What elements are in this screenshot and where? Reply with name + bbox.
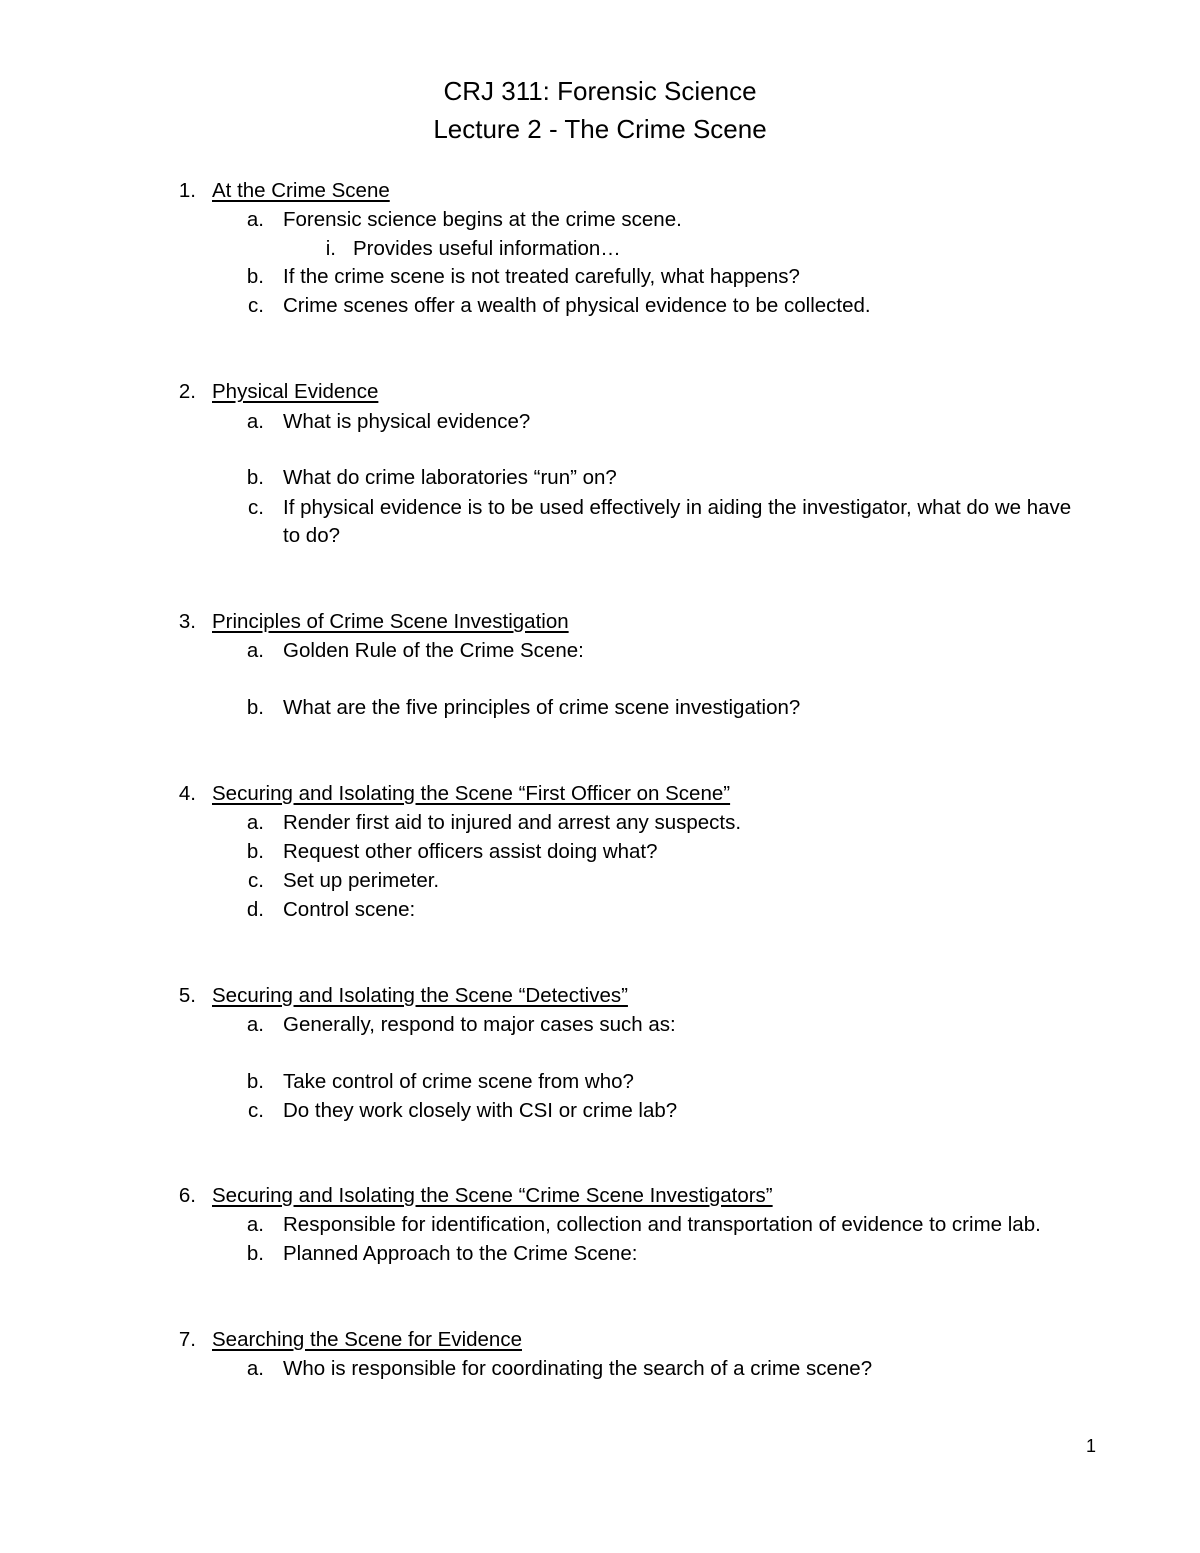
section-number: 5. [178,984,196,1007]
section-number: 2. [178,380,196,403]
section-number: 4. [178,782,196,805]
section-number: 6. [178,1184,196,1207]
section-title: Principles of Crime Scene Investigation [212,610,569,633]
section-title: Securing and Isolating the Scene “First Officer on Scene” [212,782,731,805]
section-title: Physical Evidence [212,380,379,403]
section-number: 1. [178,179,196,202]
section-title: Securing and Isolating the Scene “Crime Scene Investigators” [212,1184,773,1207]
page-number: 1 [1085,1436,1096,1456]
section-title: At the Crime Scene [212,179,390,202]
section-number: 3. [178,610,196,633]
section-title: Searching the Scene for Evidence [212,1328,522,1351]
document-title: CRJ 311: Forensic Science [443,76,757,106]
section-number: 7. [178,1328,196,1351]
document-page: CRJ 311: Forensic Science Lecture 2 - The Crime Scene 1. At the Crime Scene a. Forensic science begins at the crime scene. i. Provides useful information… b. If the crime scene is not treated carefully, what happens? c. Crime scenes offer a wealth of physical evidence to be collected. 2. Physical Evidence a. What is physical evidence? b. What do crime laboratories “run” on? c. If physical evidence is to be used effectively in aiding the investigator, what do we have to do? 3. Principles of Crime Scene Investigation a. Golden Rule of the Crime Scene: b. What are the five principles of crime scene investigation? 4. Securing and Isolating the Scene “First Officer on Scene” a. Render first aid to injured and arrest any suspects. b. Request other officers assist doing what? c. Set up perimeter. d. Control scene: 5. Securing and Isolating the Scene “Detectives” a. Generally, respond to major cases such as: b. Take control of crime scene from who? c. Do they work closely with CSI or crime lab? 6. Securing and Isolating the Scene “Crime Scene Investigators” a. Responsible for identification, collection and transportation of evidence to crime lab. b. Planned Approach to the Crime Scene: 7. Searching the Scene for Evidence a. Who is responsible for coordinating the search of a crime scene? 1 [0,0,1200,1553]
section-title: Securing and Isolating the Scene “Detectives” [212,984,628,1007]
document-subtitle: Lecture 2 - The Crime Scene [433,114,767,144]
